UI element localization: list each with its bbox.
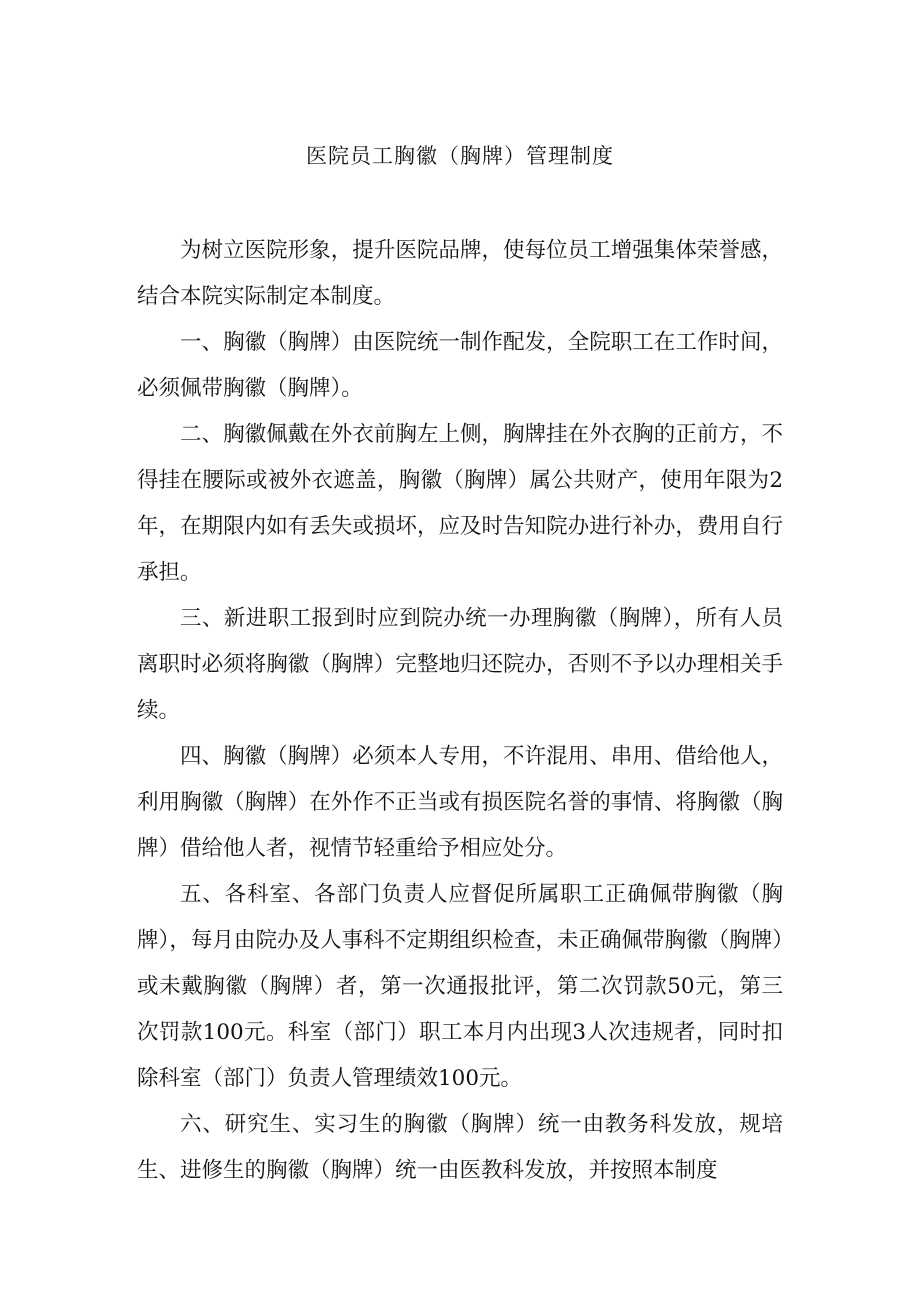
document-body	[137, 228, 783, 1194]
paragraph-article-5: 五、各科室、各部门负责人应督促所属职工正确佩带胸徽（胸牌），每月由院办及人事科不定期组织检查，未正确佩带胸徽（胸牌）或未戴胸徽（胸牌）者，第一次通报批评，第二次罚款50元，第三次罚款100元。科室（部门）职工本月内出现3人次违规者，同时扣除科室（部门）负责人管理绩效100元。	[137, 882, 783, 1091]
document-title: 医院员工胸徽（胸牌）管理制度	[306, 144, 614, 168]
paragraph-article-4: 四、胸徽（胸牌）必须本人专用，不许混用、串用、借给他人，利用胸徽（胸牌）在外作不正当或有损医院名誉的事情、将胸徽（胸牌）借给他人者，视情节轻重给予相应处分。	[137, 744, 783, 861]
paragraph-article-6: 六、研究生、实习生的胸徽（胸牌）统一由教务科发放，规培生、进修生的胸徽（胸牌）统一由医教科发放，并按照本制度	[137, 1112, 783, 1183]
paragraph-article-1: 一、胸徽（胸牌）由医院统一制作配发，全院职工在工作时间，必须佩带胸徽（胸牌）。	[137, 330, 783, 401]
paragraph-intro: 为树立医院形象，提升医院品牌，使每位员工增强集体荣誉感，结合本院实际制定本制度。	[137, 238, 783, 309]
paragraph-article-2: 二、胸徽佩戴在外衣前胸左上侧，胸牌挂在外衣胸的正前方，不得挂在腰际或被外衣遮盖，胸徽（胸牌）属公共财产，使用年限为2年，在期限内如有丢失或损坏，应及时告知院办进行补办，费用自行承担。	[137, 422, 783, 585]
paragraph-article-3: 三、新进职工报到时应到院办统一办理胸徽（胸牌），所有人员离职时必须将胸徽（胸牌）完整地归还院办，否则不予以办理相关手续。	[137, 606, 783, 723]
